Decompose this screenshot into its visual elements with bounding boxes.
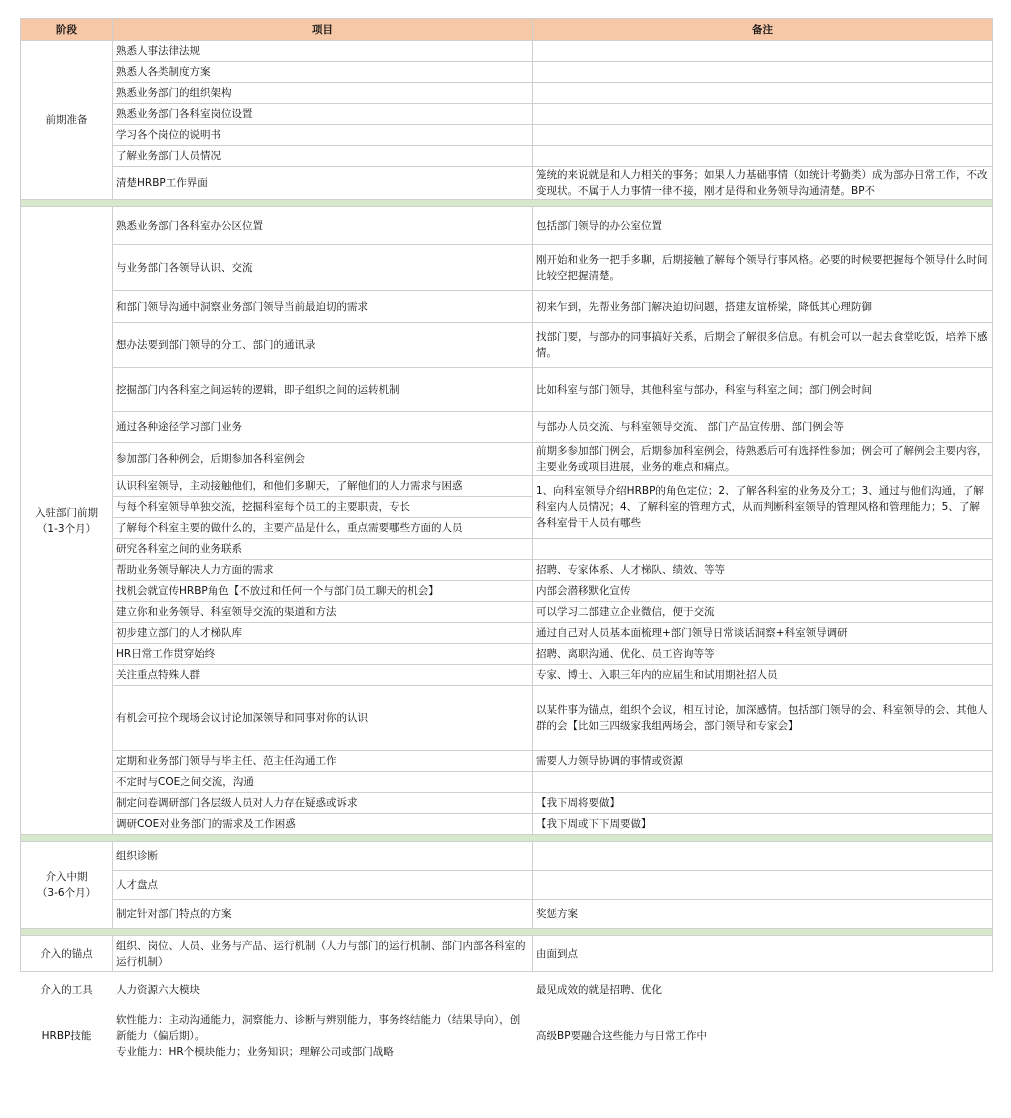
item-cell: 与每个科室领导单独交流，挖掘科室每个员工的主要职责，专长 — [113, 497, 533, 518]
note-cell: 包括部门领导的办公室位置 — [533, 207, 993, 245]
item-cell: 挖掘部门内各科室之间运转的逻辑，即子组织之间的运转机制 — [113, 368, 533, 412]
note-cell: 需要人力领导协调的事情或资源 — [533, 751, 993, 772]
section-separator — [21, 929, 993, 936]
note-cell — [533, 772, 993, 793]
item-cell: 参加部门各种例会，后期参加各科室例会 — [113, 443, 533, 476]
item-cell: 制定问卷调研部门各层级人员对人力存在疑惑或诉求 — [113, 793, 533, 814]
item-cell: 研究各科室之间的业务联系 — [113, 539, 533, 560]
item-cell: 熟悉业务部门各科室岗位设置 — [113, 104, 533, 125]
note-cell: 通过自己对人员基本面梳理+部门领导日常谈话洞察+科室领导调研 — [533, 623, 993, 644]
note-cell: 刚开始和业务一把手多聊，后期接触了解每个领导行事风格。必要的时候要把握每个领导什么时间比较空把握清楚。 — [533, 245, 993, 291]
note-cell — [533, 146, 993, 167]
item-cell: 定期和业务部门领导与毕主任、范主任沟通工作 — [113, 751, 533, 772]
item-cell: 帮助业务领导解决人力方面的需求 — [113, 560, 533, 581]
stage-preparation: 前期准备 — [21, 41, 113, 200]
item-cell: 人才盘点 — [113, 871, 533, 900]
item-cell: 了解每个科室主要的做什么的，主要产品是什么，重点需要哪些方面的人员 — [113, 518, 533, 539]
item-cell: 不定时与COE之间交流，沟通 — [113, 772, 533, 793]
note-cell — [533, 104, 993, 125]
item-cell: 找机会就宣传HRBP角色【不放过和任何一个与部门员工聊天的机会】 — [113, 581, 533, 602]
item-cell: 熟悉业务部门各科室办公区位置 — [113, 207, 533, 245]
item-cell: 认识科室领导，主动接触他们，和他们多聊天，了解他们的人力需求与困惑 — [113, 476, 533, 497]
item-cell: 熟悉业务部门的组织架构 — [113, 83, 533, 104]
item-cell: 与业务部门各领导认识、交流 — [113, 245, 533, 291]
item-cell: 和部门领导沟通中洞察业务部门领导当前最迫切的需求 — [113, 291, 533, 323]
item-cell: 人力资源六大模块 — [113, 972, 533, 1008]
item-cell: 组织、岗位、人员、业务与产品、运行机制（人力与部门的运行机制、部门内部各科室的运行机制） — [113, 936, 533, 972]
section-separator — [21, 200, 993, 207]
stage-mid-term: 介入中期 （3-6个月） — [21, 842, 113, 929]
item-cell: 学习各个岗位的说明书 — [113, 125, 533, 146]
item-cell: 制定针对部门特点的方案 — [113, 900, 533, 929]
note-cell: 招聘、专家体系、人才梯队、绩效、等等 — [533, 560, 993, 581]
stage-tools: 介入的工具 — [21, 972, 113, 1008]
note-cell: 初来乍到，先帮业务部门解决迫切问题，搭建友谊桥梁，降低其心理防御 — [533, 291, 993, 323]
note-cell — [533, 842, 993, 871]
note-cell: 【我下周或下下周要做】 — [533, 814, 993, 835]
item-cell: 通过各种途径学习部门业务 — [113, 412, 533, 443]
item-cell: 熟悉人事法律法规 — [113, 41, 533, 62]
note-cell — [533, 871, 993, 900]
note-cell: 招聘、离职沟通、优化、员工咨询等等 — [533, 644, 993, 665]
item-cell: 想办法要到部门领导的分工、部门的通讯录 — [113, 323, 533, 368]
note-cell: 专家、博士、入职三年内的应届生和试用期社招人员 — [533, 665, 993, 686]
note-cell: 最见成效的就是招聘、优化 — [533, 972, 993, 1008]
item-cell: 熟悉人各类制度方案 — [113, 62, 533, 83]
note-cell: 高级BP要融合这些能力与日常工作中 — [533, 1008, 993, 1064]
stage-anchor: 介入的锚点 — [21, 936, 113, 972]
item-cell: 软性能力：主动沟通能力，洞察能力、诊断与辨别能力，事务终结能力（结果导向），创新能力（偏后期）。 专业能力：HR个模块能力；业务知识；理解公司或部门战略 — [113, 1008, 533, 1064]
note-cell: 【我下周将要做】 — [533, 793, 993, 814]
note-cell — [533, 62, 993, 83]
item-cell: 调研COE对业务部门的需求及工作困惑 — [113, 814, 533, 835]
stage-skills: HRBP技能 — [21, 1008, 113, 1064]
item-cell: 初步建立部门的人才梯队库 — [113, 623, 533, 644]
item-cell: 了解业务部门人员情况 — [113, 146, 533, 167]
item-cell: HR日常工作贯穿始终 — [113, 644, 533, 665]
stage-onboarding: 入驻部门前期 （1-3个月） — [21, 207, 113, 835]
note-cell: 笼统的来说就是和人力相关的事务；如果人力基础事情（如统计考勤类）成为部办日常工作，不改变现状。不属于人力事情一律不接，刚才是得和业务领导沟通清楚。BP不 — [533, 167, 993, 200]
note-cell: 比如科室与部门领导，其他科室与部办，科室与科室之间；部门例会时间 — [533, 368, 993, 412]
note-cell: 以某件事为锚点，组织个会议，相互讨论，加深感情。包括部门领导的会、科室领导的会、其他人群的会【比如三四级家我组两场会，部门领导和专家会】 — [533, 686, 993, 751]
note-cell: 由面到点 — [533, 936, 993, 972]
note-cell: 1、向科室领导介绍HRBP的角色定位；2、了解各科室的业务及分工；3、通过与他们沟通，了解科室内人员情况；4、了解科室的管理方式，从而判断科室领导的管理风格和管理能力；5、了解各科室骨干人员有哪些 — [533, 476, 993, 539]
note-cell: 奖惩方案 — [533, 900, 993, 929]
section-separator — [21, 835, 993, 842]
header-stage: 阶段 — [21, 19, 113, 41]
item-cell: 关注重点特殊人群 — [113, 665, 533, 686]
note-cell: 可以学习二部建立企业微信，便于交流 — [533, 602, 993, 623]
note-cell — [533, 125, 993, 146]
note-cell: 找部门要，与部办的同事搞好关系，后期会了解很多信息。有机会可以一起去食堂吃饭，培养下感情。 — [533, 323, 993, 368]
note-cell — [533, 41, 993, 62]
hrbp-plan-table — [20, 18, 993, 1064]
item-cell: 建立你和业务领导、科室领导交流的渠道和方法 — [113, 602, 533, 623]
note-cell — [533, 83, 993, 104]
header-row — [21, 19, 993, 41]
header-note: 备注 — [533, 19, 993, 41]
item-cell: 组织诊断 — [113, 842, 533, 871]
note-cell: 与部办人员交流、与科室领导交流、 部门产品宣传册、部门例会等 — [533, 412, 993, 443]
header-item: 项目 — [113, 19, 533, 41]
note-cell: 前期多参加部门例会，后期参加科室例会，待熟悉后可有选择性参加；例会可了解例会主要内容，主要业务或项目进展，业务的难点和痛点。 — [533, 443, 993, 476]
note-cell: 内部会潜移默化宣传 — [533, 581, 993, 602]
item-cell: 有机会可拉个现场会议讨论加深领导和同事对你的认识 — [113, 686, 533, 751]
item-cell: 清楚HRBP工作界面 — [113, 167, 533, 200]
note-cell — [533, 539, 993, 560]
